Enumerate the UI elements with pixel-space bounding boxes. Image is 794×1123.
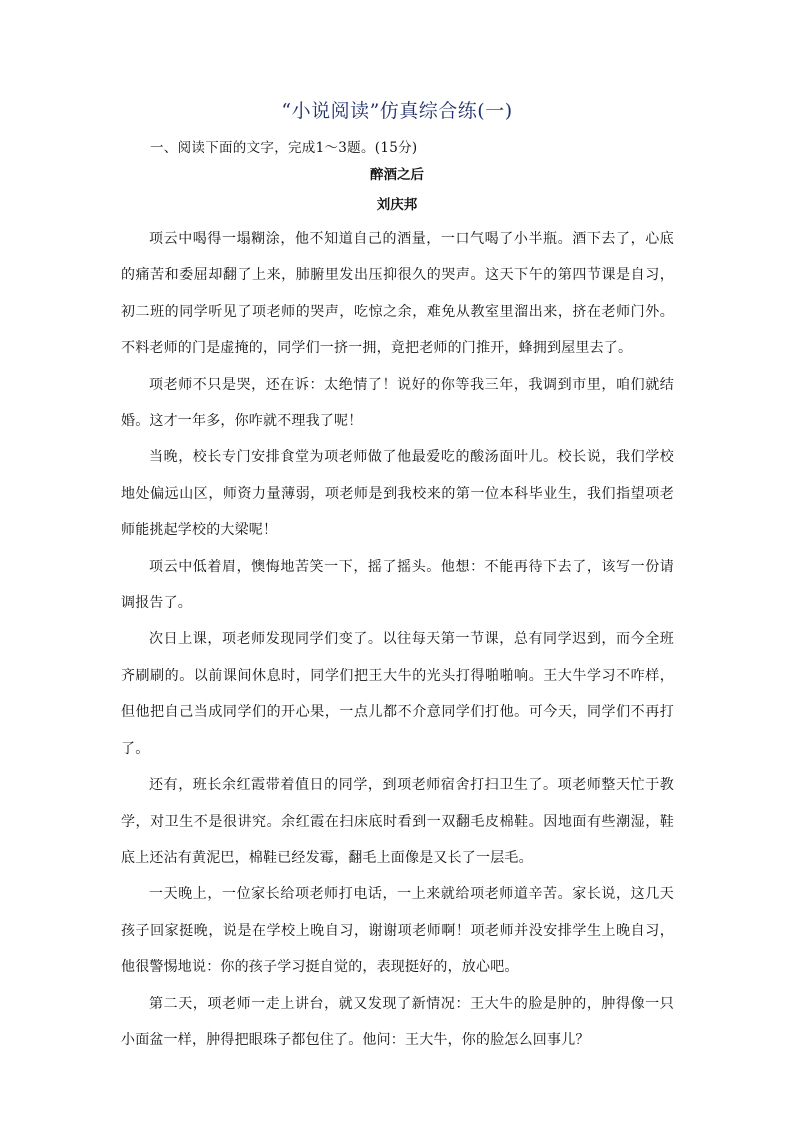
paragraph: 第二天，项老师一走上讲台，就又发现了新情况：王大牛的脸是肿的，肿得像一只小面盆一样，肿得把眼珠子都包住了。他问：王大牛，你的脸怎么回事儿？ [121, 995, 674, 1048]
paragraph: 项老师不只是哭，还在诉：太绝情了！说好的你等我三年，我调到市里，咱们就结婚。这才一年多，你咋就不理我了呢！ [121, 376, 674, 430]
paragraph: 项云中喝得一塌糊涂，他不知道自己的酒量，一口气喝了小半瓶。酒下去了，心底的痛苦和委屈却翻了上来，肺腑里发出压抑很久的哭声。这天下午的第四节课是自习，初二班的同学听见了项老师的哭声，吃惊之余，难免从教室里溜出来，挤在老师门外。不料老师的门是虚掩的，同学们一挤一拥，竟把老师的门推开，蜂拥到屋里去了。 [121, 231, 674, 357]
story-author: 刘庆邦 [376, 197, 418, 213]
question-instruction: 一、阅读下面的文字，完成1～3题。(15分) [150, 140, 418, 156]
paragraph: 次日上课，项老师发现同学们变了。以往每天第一节课，总有同学迟到，而今全班齐刷刷的。以前课间休息时，同学们把王大牛的光头打得啪啪响。王大牛学习不咋样，但他把自己当成同学们的开心果，一点儿都不介意同学们打他。可今天，同学们不再打了。 [121, 631, 674, 757]
story-title: 醉酒之后 [370, 167, 424, 183]
story-body [121, 221, 674, 1058]
paragraph: 还有，班长余红霞带着值日的同学，到项老师宿舍打扫卫生了。项老师整天忙于教学，对卫生不是很讲究。余红霞在扫床底时看到一双翻毛皮棉鞋。因地面有些潮湿，鞋底上还沾有黄泥巴，棉鞋已经发霉，翻毛上面像是又长了一层毛。 [121, 777, 674, 866]
paragraph: 当晚，校长专门安排食堂为项老师做了他最爱吃的酸汤面叶儿。校长说，我们学校地处偏远山区，师资力量薄弱，项老师是到我校来的第一位本科毕业生，我们指望项老师能挑起学校的大梁呢！ [121, 449, 674, 539]
page-title: “小说阅读”仿真综合练(一) [281, 100, 513, 122]
paragraph: 项云中低着眉，懊悔地苦笑一下，摇了摇头。他想：不能再待下去了，该写一份请调报告了。 [121, 558, 674, 612]
paragraph: 一天晚上，一位家长给项老师打电话，一上来就给项老师道辛苦。家长说，这几天孩子回家挺晚，说是在学校上晚自习，谢谢项老师啊！项老师并没安排学生上晚自习，他很警惕地说：你的孩子学习挺自觉的，表现挺好的，放心吧。 [121, 886, 674, 976]
